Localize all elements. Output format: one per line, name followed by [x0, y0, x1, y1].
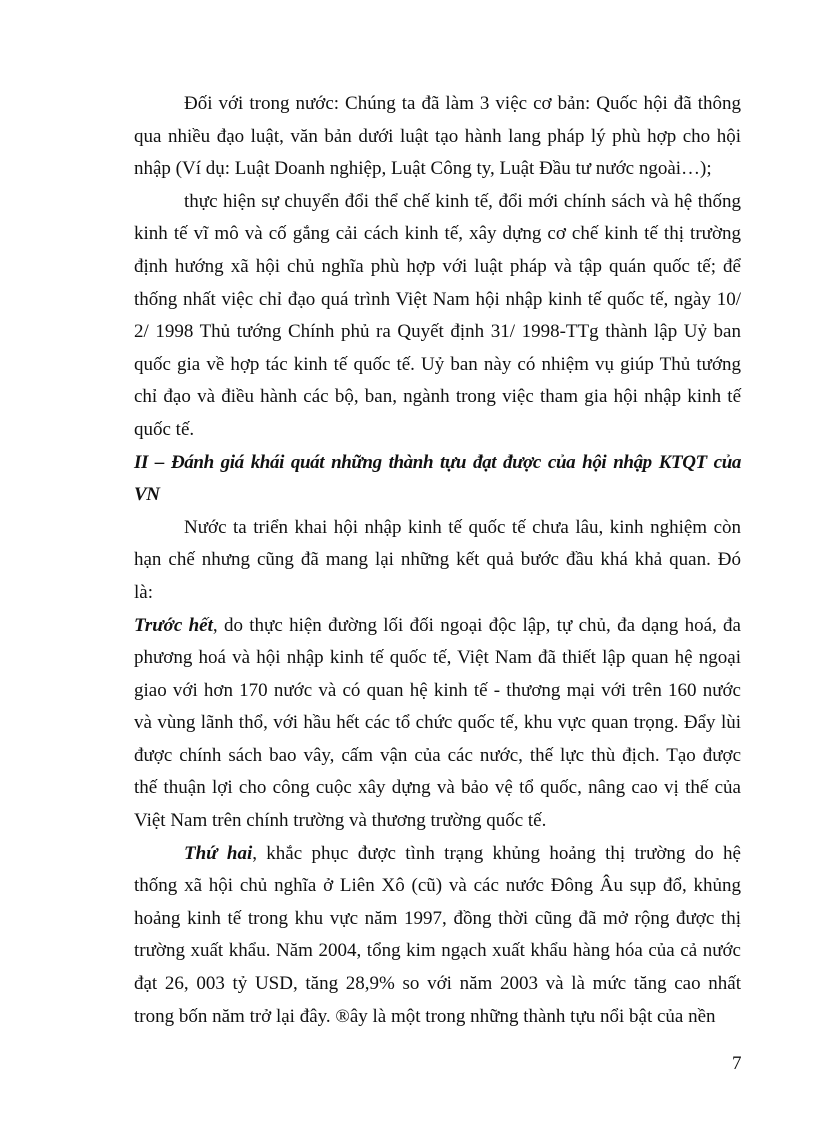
text-line: qua nhiều đạo luật, văn bản dưới luật tạo hành lang pháp lý phù hợp cho hội [134, 125, 741, 147]
section-heading: II – Đánh giá khái quát những thành tựu đạt được của hội nhập KTQT của [134, 451, 741, 473]
page-number: 7 [732, 1053, 742, 1074]
text-line: Đối với trong nước: Chúng ta đã làm 3 việc cơ bản: Quốc hội đã thông [184, 93, 741, 114]
text-line: phương hoá và hội nhập kinh tế quốc tế, Việt Nam đã thiết lập quan hệ ngoại [134, 647, 741, 669]
text-line: trường xuất khẩu. Năm 2004, tổng kim ngạch xuất khẩu hàng hóa của cả nước [134, 940, 741, 962]
second-point-text: , khắc phục được tình trạng khủng hoảng thị trường do hệ [252, 842, 741, 864]
text-line: Nước ta triển khai hội nhập kinh tế quốc tế chưa lâu, kinh nghiệm còn [184, 516, 741, 538]
text-line: quốc gia về hợp tác kinh tế quốc tế. Uỷ ban này có nhiệm vụ giúp Thủ tướng [134, 353, 741, 375]
text-line: quốc tế. [134, 418, 195, 440]
second-point-lead: Thứ hai [184, 842, 253, 864]
text-line: trong bốn năm trở lại đây. ®ây là một trong những thành tựu nổi bật của nền [134, 1005, 716, 1027]
text-line: thống xã hội chủ nghĩa ở Liên Xô (cũ) và các nước Đông Âu sụp đổ, khủng [134, 875, 741, 897]
section-heading: VN [134, 484, 160, 506]
text-line: thống nhất việc chỉ đạo quá trình Việt Nam hội nhập kinh tế quốc tế, ngày 10/ [134, 288, 741, 310]
text-line [134, 610, 741, 643]
text-line: được chính sách bao vây, cấm vận của các nước, thế lực thù địch. Tạo được [134, 744, 741, 766]
text-line: đạt 26, 003 tỷ USD, tăng 28,9% so với năm 2003 và là mức tăng cao nhất [134, 973, 741, 995]
text-line: kinh tế vĩ mô và cố gắng cải cách kinh tế, xây dựng cơ chế kinh tế thị trường [134, 223, 741, 245]
text-line: nhập (Ví dụ: Luật Doanh nghiệp, Luật Công ty, Luật Đầu tư nước ngoài…); [134, 158, 712, 180]
text-line: thực hiện sự chuyển đổi thể chế kinh tế, đổi mới chính sách và hệ thống [184, 190, 741, 212]
first-point-text: , do thực hiện đường lối đối ngoại độc lập, tự chủ, đa dạng hoá, đa [212, 614, 741, 636]
text-line: 2/ 1998 Thủ tướng Chính phủ ra Quyết định 31/ 1998-TTg thành lập Uỷ ban [134, 321, 741, 343]
text-line: giao với hơn 170 nước và có quan hệ kinh tế - thương mại với trên 160 nước [134, 679, 741, 701]
text-line: định hướng xã hội chủ nghĩa phù hợp với luật pháp và tập quán quốc tế; để [134, 255, 741, 277]
document-body [134, 88, 741, 1033]
text-line: là: [134, 581, 153, 603]
text-line: hoảng kinh tế trong khu vực năm 1997, đồng thời cũng đã mở rộng được thị [134, 907, 741, 929]
text-line: thế thuận lợi cho công cuộc xây dựng và bảo vệ tổ quốc, nâng cao vị thế của [134, 777, 741, 799]
text-line [134, 838, 741, 871]
text-line: và vùng lãnh thổ, với hầu hết các tổ chức quốc tế, khu vực quan trọng. Đẩy lùi [134, 712, 741, 734]
text-line: Việt Nam trên chính trường và thương trường quốc tế. [134, 810, 547, 832]
text-line: chỉ đạo và điều hành các bộ, ban, ngành trong việc tham gia hội nhập kinh tế [134, 386, 741, 408]
first-point-lead: Trước hết [134, 614, 213, 636]
text-line: hạn chế nhưng cũng đã mang lại những kết quả bước đầu khá khả quan. Đó [134, 549, 741, 571]
